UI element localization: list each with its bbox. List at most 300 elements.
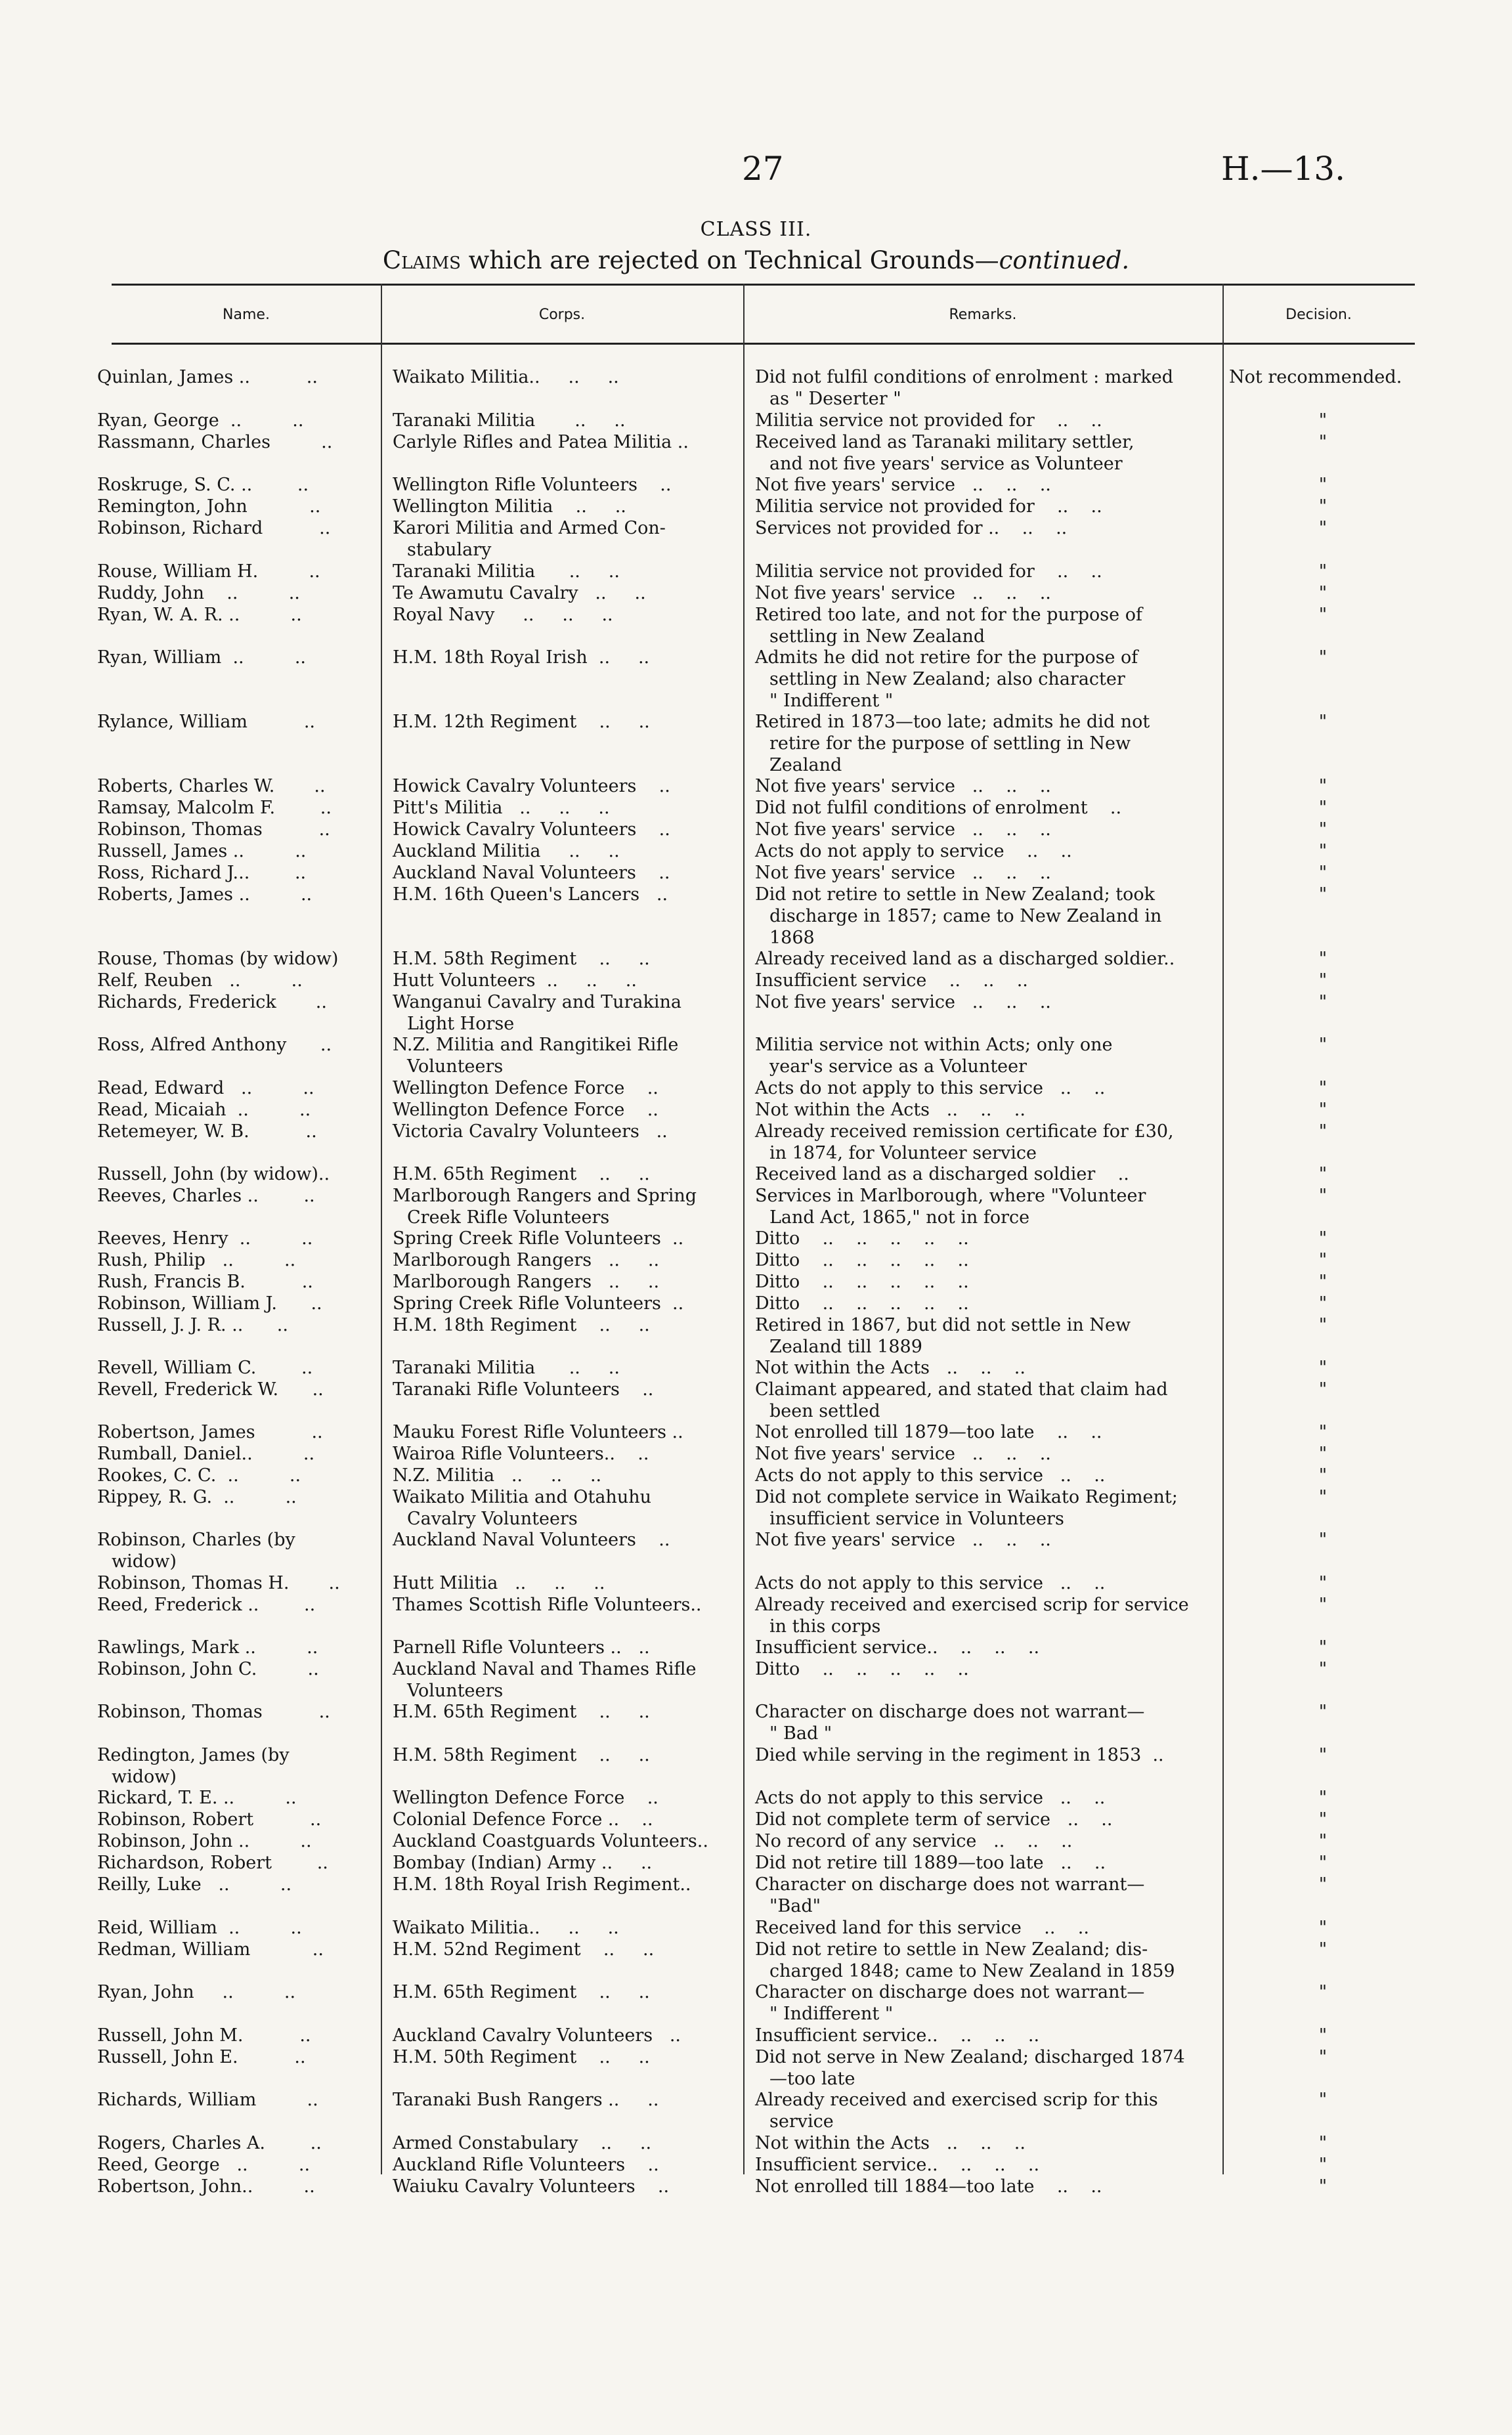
corps-cell-line: H.M. 65th Regiment .. .. [393, 1702, 650, 1722]
remarks-cell [755, 1658, 1215, 1680]
remarks-cell-line: Already received remission certificate for £30, [755, 1121, 1174, 1142]
remarks-cell-line: Insufficient service .. .. .. [755, 970, 1028, 991]
remarks-cell-line: Ditto .. .. .. .. .. [755, 1293, 969, 1314]
corps-cell [393, 1658, 737, 1702]
corps-cell-line: Taranaki Militia .. .. [393, 1358, 620, 1378]
remarks-cell-line: as " Deserter " [769, 389, 901, 409]
corps-cell-line: H.M. 65th Regiment .. .. [393, 1982, 650, 2002]
corps-cell [393, 2132, 737, 2154]
claimant-name-line: Russell, James .. .. [97, 841, 307, 861]
column-header-decision: Decision. [1285, 307, 1352, 323]
decision-cell: " [1318, 1573, 1328, 1593]
decision-cell: " [1318, 1250, 1328, 1270]
remarks-cell [755, 517, 1215, 539]
claimant-name [97, 1809, 361, 1830]
remarks-cell [755, 1939, 1215, 1982]
corps-cell-line: Hutt Militia .. .. .. [393, 1573, 605, 1593]
corps-cell [393, 431, 737, 453]
remarks-cell-line: Zealand till 1889 [769, 1337, 922, 1357]
claimant-name [97, 1357, 361, 1379]
remarks-cell-line: Retired too late, and not for the purpose of [755, 605, 1142, 625]
claimant-name-line: Rouse, William H. .. [97, 561, 320, 582]
claimant-name-line: Reeves, Henry .. .. [97, 1228, 313, 1249]
corps-cell-line: Waikato Militia and Otahuhu [393, 1487, 651, 1507]
remarks-cell-line: Already received and exercised scrip for this [755, 2090, 1158, 2110]
claimant-name-line: Redman, William .. [97, 1939, 324, 1960]
remarks-cell [755, 2154, 1215, 2176]
remarks-cell-line: settling in New Zealand [769, 626, 985, 647]
claimant-name [97, 2132, 361, 2154]
decision-cell: " [1318, 1487, 1328, 1507]
claimant-name-line: Ryan, John .. .. [97, 1982, 296, 2002]
remarks-cell-line: discharge in 1857; came to New Zealand in [769, 906, 1162, 926]
claimant-name [97, 991, 361, 1013]
decision-cell: " [1318, 1358, 1328, 1378]
corps-cell-line: Wanganui Cavalry and Turakina [393, 992, 681, 1012]
claimant-name [97, 948, 361, 970]
remarks-cell-line: year's service as a Volunteer [769, 1056, 1027, 1077]
remarks-cell-line: Did not retire to settle in New Zealand; dis- [755, 1939, 1148, 1960]
remarks-cell [755, 991, 1215, 1013]
decision-cell: " [1318, 1659, 1328, 1679]
remarks-cell [755, 1787, 1215, 1809]
claimant-name [97, 1293, 361, 1314]
claimant-name-line: Rippey, R. G. .. .. [97, 1487, 297, 1507]
remarks-cell-line: in this corps [769, 1616, 881, 1637]
corps-cell [393, 2089, 737, 2111]
claimant-name [97, 1637, 361, 1658]
claimant-name [97, 1701, 361, 1723]
corps-cell [393, 496, 737, 517]
decision-cell: " [1318, 712, 1328, 732]
document-reference: H.—13. [1221, 150, 1346, 188]
claimant-name-line: Robertson, James .. [97, 1422, 323, 1442]
corps-cell-line: Mauku Forest Rifle Volunteers .. [393, 1422, 683, 1442]
decision-cell: " [1318, 432, 1328, 452]
corps-cell-line: Waikato Militia.. .. .. [393, 367, 619, 387]
corps-cell [393, 1874, 737, 1895]
claimant-name-line: Richardson, Robert .. [97, 1853, 328, 1873]
claimant-name-line: Robinson, Richard .. [97, 518, 331, 538]
corps-cell-line: Taranaki Militia .. .. [393, 561, 620, 582]
decision-cell: " [1318, 1164, 1328, 1184]
remarks-cell-line: Militia service not within Acts; only one [755, 1035, 1113, 1055]
remarks-cell [755, 1594, 1215, 1637]
corps-cell-line: Spring Creek Rifle Volunteers .. [393, 1228, 684, 1249]
remarks-cell-line: service [769, 2111, 834, 2132]
claimant-name-line: Robinson, William J. .. [97, 1293, 322, 1314]
remarks-cell [755, 1443, 1215, 1465]
corps-cell [393, 1917, 737, 1939]
corps-cell-line: Armed Constabulary .. .. [393, 2133, 652, 2153]
corps-cell-line: H.M. 58th Regiment .. .. [393, 1745, 650, 1765]
claimant-name-line: Relf, Reuben .. .. [97, 970, 303, 991]
corps-cell [393, 797, 737, 819]
claimant-name [97, 431, 361, 453]
claimant-name-line: Richards, William .. [97, 2090, 318, 2110]
corps-cell [393, 1939, 737, 1960]
corps-cell-line: Wellington Defence Force .. [393, 1078, 659, 1098]
corps-cell [393, 2046, 737, 2068]
corps-cell-line: Spring Creek Rifle Volunteers .. [393, 1293, 684, 1314]
corps-cell-line: Pitt's Militia .. .. .. [393, 798, 610, 818]
remarks-cell-line: Did not fulfil conditions of enrolment .. [755, 798, 1122, 818]
corps-cell [393, 2176, 737, 2197]
corps-cell-line: Auckland Naval Volunteers .. [393, 1530, 670, 1550]
remarks-cell-line: Not enrolled till 1884—too late .. .. [755, 2176, 1102, 2197]
remarks-cell-line: in 1874, for Volunteer service [769, 1143, 1037, 1163]
column-divider-3 [1222, 284, 1224, 2174]
corps-cell [393, 884, 737, 905]
remarks-cell [755, 561, 1215, 582]
claimant-name [97, 1874, 361, 1895]
remarks-cell-line: Did not serve in New Zealand; discharged 1874 [755, 2047, 1185, 2067]
claimant-name-line: Revell, William C. .. [97, 1358, 313, 1378]
remarks-cell-line: 1868 [769, 928, 815, 948]
decision-cell: " [1318, 1078, 1328, 1098]
claimant-name [97, 1917, 361, 1939]
page-number: 27 [742, 150, 784, 188]
corps-cell-line: Auckland Militia .. .. [393, 841, 620, 861]
claimant-name [97, 1034, 361, 1056]
claimant-name [97, 840, 361, 862]
remarks-cell [755, 1077, 1215, 1099]
remarks-cell [755, 1917, 1215, 1939]
claimant-name-line: Remington, John .. [97, 496, 321, 517]
claimant-name [97, 1486, 361, 1508]
decision-cell: " [1318, 1422, 1328, 1442]
corps-cell-line: Parnell Rifle Volunteers .. .. [393, 1637, 650, 1658]
column-divider-2 [743, 284, 745, 2174]
remarks-cell-line: Zealand [769, 755, 842, 775]
decision-cell: " [1318, 1315, 1328, 1335]
remarks-cell [755, 1852, 1215, 1874]
claimant-name-line: Rush, Philip .. .. [97, 1250, 296, 1270]
remarks-cell [755, 819, 1215, 840]
corps-cell-line: H.M. 50th Regiment .. .. [393, 2047, 650, 2067]
decision-cell: " [1318, 410, 1328, 431]
remarks-cell-line: —too late [769, 2069, 855, 2089]
decision-cell: " [1318, 798, 1328, 818]
claimant-name-line: Rush, Francis B. .. [97, 1272, 313, 1292]
remarks-cell-line: been settled [769, 1401, 880, 1421]
remarks-cell [755, 1099, 1215, 1121]
remarks-cell [755, 582, 1215, 604]
corps-cell-line: Auckland Naval Volunteers .. [393, 863, 670, 883]
claimant-name-line: Ramsay, Malcolm F. .. [97, 798, 332, 818]
claimant-name-line: Robinson, Robert .. [97, 1809, 322, 1830]
claimant-name [97, 1077, 361, 1099]
remarks-cell [755, 862, 1215, 884]
remarks-cell [755, 2025, 1215, 2046]
claimant-name-line: Robertson, John.. .. [97, 2176, 315, 2197]
claimant-name-line: Roberts, James .. .. [97, 884, 313, 905]
remarks-cell-line: "Bad" [769, 1896, 821, 1916]
claimant-name [97, 1572, 361, 1594]
claimant-name-line: Quinlan, James .. .. [97, 367, 318, 387]
claimant-name [97, 1465, 361, 1486]
remarks-cell-line: Acts do not apply to this service .. .. [755, 1573, 1106, 1593]
claimant-name [97, 1099, 361, 1121]
remarks-cell [755, 840, 1215, 862]
corps-cell [393, 711, 737, 733]
corps-cell-line: Bombay (Indian) Army .. .. [393, 1853, 653, 1873]
corps-cell-line: Karori Militia and Armed Con- [393, 518, 666, 538]
corps-cell [393, 1486, 737, 1530]
claimant-name [97, 884, 361, 905]
remarks-cell [755, 604, 1215, 647]
corps-cell-line: Hutt Volunteers .. .. .. [393, 970, 637, 991]
corps-cell-line: Victoria Cavalry Volunteers .. [393, 1121, 668, 1142]
remarks-cell-line: Already received land as a discharged soldier.. [755, 949, 1175, 969]
claimant-name [97, 1314, 361, 1336]
claimant-name [97, 366, 361, 388]
corps-cell-line: Taranaki Militia .. .. [393, 410, 626, 431]
remarks-cell-line: Not enrolled till 1879—too late .. .. [755, 1422, 1102, 1442]
decision-cell: " [1318, 1788, 1328, 1808]
remarks-cell-line: Did not fulfil conditions of enrolment : marked [755, 367, 1174, 387]
remarks-cell-line: Ditto .. .. .. .. .. [755, 1228, 969, 1249]
corps-cell-line: Cavalry Volunteers [407, 1509, 578, 1529]
decision-cell: " [1318, 647, 1328, 668]
corps-cell [393, 1163, 737, 1185]
decision-cell: " [1318, 1530, 1328, 1550]
corps-cell [393, 366, 737, 388]
remarks-cell-line: Retired in 1867, but did not settle in New [755, 1315, 1131, 1335]
corps-cell [393, 1099, 737, 1121]
claimant-name-line: Reid, William .. .. [97, 1918, 302, 1938]
decision-cell: " [1318, 2155, 1328, 2175]
claimant-name-line: Rassmann, Charles .. [97, 432, 333, 452]
remarks-cell-line: Claimant appeared, and stated that claim had [755, 1379, 1168, 1400]
corps-cell [393, 1852, 737, 1874]
decision-cell: " [1318, 970, 1328, 991]
claimant-name [97, 1830, 361, 1852]
remarks-cell-line: Not five years' service .. .. .. [755, 1530, 1051, 1550]
remarks-cell-line: Did not retire to settle in New Zealand; took [755, 884, 1156, 905]
claimant-name-line: Rickard, T. E. .. .. [97, 1788, 297, 1808]
corps-cell-line: Marlborough Rangers .. .. [393, 1250, 660, 1270]
claimant-name [97, 496, 361, 517]
remarks-cell [755, 1572, 1215, 1594]
remarks-cell [755, 948, 1215, 970]
remarks-cell-line: No record of any service .. .. .. [755, 1831, 1073, 1851]
decision-cell: " [1318, 1186, 1328, 1206]
claimant-name [97, 2176, 361, 2197]
column-header-name: Name. [223, 307, 270, 323]
claimant-name [97, 647, 361, 668]
claimant-name [97, 582, 361, 604]
corps-cell [393, 1465, 737, 1486]
corps-cell [393, 1809, 737, 1830]
corps-cell-line: H.M. 65th Regiment .. .. [393, 1164, 650, 1184]
remarks-cell-line: Admits he did not retire for the purpose of [755, 647, 1138, 668]
corps-cell-line: Auckland Rifle Volunteers .. [393, 2155, 659, 2175]
corps-cell-line: Waiuku Cavalry Volunteers .. [393, 2176, 670, 2197]
decision-cell: " [1318, 1637, 1328, 1658]
claimant-name-line: Ruddy, John .. .. [97, 583, 300, 603]
corps-cell-line: Waikato Militia.. .. .. [393, 1918, 619, 1938]
claimant-name-line: Read, Micaiah .. .. [97, 1100, 311, 1120]
remarks-cell-line: Not within the Acts .. .. .. [755, 1358, 1026, 1378]
remarks-cell [755, 797, 1215, 819]
corps-cell [393, 1637, 737, 1658]
claimant-name [97, 1658, 361, 1680]
claimant-name [97, 1185, 361, 1207]
remarks-cell-line: Did not retire till 1889—too late .. .. [755, 1853, 1106, 1873]
corps-cell-line: H.M. 18th Regiment .. .. [393, 1315, 650, 1335]
remarks-cell [755, 2046, 1215, 2090]
decision-cell: " [1318, 1809, 1328, 1830]
claimant-name [97, 2025, 361, 2046]
corps-cell-line: Marlborough Rangers and Spring [393, 1186, 697, 1206]
decision-cell: " [1318, 992, 1328, 1012]
title-suffix: continued. [999, 246, 1130, 274]
decision-cell: " [1318, 1595, 1328, 1615]
claimant-name [97, 2154, 361, 2176]
remarks-cell-line: Not within the Acts .. .. .. [755, 1100, 1026, 1120]
remarks-cell [755, 366, 1215, 410]
claimant-name-line: Ryan, W. A. R. .. .. [97, 605, 302, 625]
decision-cell: " [1318, 1035, 1328, 1055]
corps-cell [393, 582, 737, 604]
corps-cell [393, 991, 737, 1035]
remarks-cell [755, 1421, 1215, 1443]
decision-cell: " [1318, 2133, 1328, 2153]
corps-cell-line: H.M. 12th Regiment .. .. [393, 712, 650, 732]
remarks-cell-line: charged 1848; came to New Zealand in 1859 [769, 1961, 1175, 1981]
decision-cell: " [1318, 1121, 1328, 1142]
corps-cell [393, 1034, 737, 1077]
remarks-cell [755, 1981, 1215, 2025]
remarks-cell-line: Not five years' service .. .. .. [755, 776, 1051, 796]
corps-cell [393, 1379, 737, 1400]
decision-cell: Not recommended. [1229, 367, 1402, 387]
remarks-cell [755, 1465, 1215, 1486]
claimant-name [97, 1529, 361, 1572]
remarks-cell-line: Militia service not provided for .. .. [755, 410, 1102, 431]
corps-cell-line: Thames Scottish Rifle Volunteers.. [393, 1595, 702, 1615]
claimant-name-line: Richards, Frederick .. [97, 992, 327, 1012]
remarks-cell [755, 431, 1215, 475]
remarks-cell-line: " Indifferent " [769, 2004, 894, 2024]
claimant-name-line: Robinson, Thomas H. .. [97, 1573, 340, 1593]
remarks-cell-line: Not five years' service .. .. .. [755, 1444, 1051, 1464]
remarks-cell [755, 1379, 1215, 1422]
claimant-name-line: Rumball, Daniel.. .. [97, 1444, 315, 1464]
decision-cell: " [1318, 1918, 1328, 1938]
remarks-cell-line: " Bad " [769, 1723, 832, 1744]
claimant-name-line: Ross, Alfred Anthony .. [97, 1035, 332, 1055]
claimant-name-line: Ryan, George .. .. [97, 410, 304, 431]
remarks-cell [755, 775, 1215, 797]
remarks-cell-line: Character on discharge does not warrant— [755, 1982, 1145, 2002]
corps-cell [393, 2154, 737, 2176]
remarks-cell-line: insufficient service in Volunteers [769, 1509, 1064, 1529]
remarks-cell [755, 1293, 1215, 1314]
corps-cell [393, 1443, 737, 1465]
corps-cell [393, 647, 737, 668]
remarks-cell-line: Received land for this service .. .. [755, 1918, 1089, 1938]
claimant-name [97, 1228, 361, 1249]
remarks-cell-line: Acts do not apply to service .. .. [755, 841, 1072, 861]
corps-cell [393, 561, 737, 582]
decision-cell: " [1318, 863, 1328, 883]
corps-cell-line: Auckland Cavalry Volunteers .. [393, 2025, 681, 2046]
decision-cell: " [1318, 1228, 1328, 1249]
claimant-name [97, 410, 361, 431]
decision-cell: " [1318, 1982, 1328, 2002]
remarks-cell-line: Militia service not provided for .. .. [755, 496, 1102, 517]
corps-cell-line: Volunteers [407, 1681, 504, 1701]
claimant-name [97, 1421, 361, 1443]
claimant-name [97, 474, 361, 496]
remarks-cell [755, 410, 1215, 431]
corps-cell [393, 1787, 737, 1809]
corps-cell [393, 1701, 737, 1723]
corps-cell-line: Colonial Defence Force .. .. [393, 1809, 653, 1830]
decision-cell: " [1318, 884, 1328, 905]
column-header-corps: Corps. [538, 307, 586, 323]
corps-cell-line: Te Awamutu Cavalry .. .. [393, 583, 646, 603]
claimant-name-line: Rouse, Thomas (by widow) [97, 949, 339, 969]
corps-cell-line: Volunteers [407, 1056, 504, 1077]
claimant-name [97, 1852, 361, 1874]
remarks-cell [755, 1637, 1215, 1658]
claimant-name [97, 1443, 361, 1465]
top-rule [112, 284, 1415, 286]
remarks-cell [755, 496, 1215, 517]
decision-cell: " [1318, 1702, 1328, 1722]
remarks-cell [755, 647, 1215, 712]
corps-cell-line: H.M. 18th Royal Irish .. .. [393, 647, 650, 668]
corps-cell-line: Howick Cavalry Volunteers .. [393, 776, 670, 796]
claimant-name-line: Rylance, William .. [97, 712, 316, 732]
claimant-name-line: Robinson, John .. .. [97, 1831, 312, 1851]
corps-cell-line: Wairoa Rifle Volunteers.. .. [393, 1444, 649, 1464]
claimant-name [97, 775, 361, 797]
claimant-name [97, 561, 361, 582]
corps-cell [393, 517, 737, 561]
claimant-name [97, 604, 361, 626]
corps-cell-line: Wellington Militia .. .. [393, 496, 626, 517]
corps-cell [393, 819, 737, 840]
corps-cell-line: H.M. 18th Royal Irish Regiment.. [393, 1874, 691, 1895]
remarks-cell [755, 1249, 1215, 1271]
corps-cell-line: N.Z. Militia and Rangitikei Rifle [393, 1035, 679, 1055]
corps-cell [393, 1293, 737, 1314]
claimant-name-line: Reed, George .. .. [97, 2155, 311, 2175]
title-main: which are rejected on Technical Grounds— [460, 246, 999, 274]
remarks-cell-line: Services in Marlborough, where "Volunteer [755, 1186, 1146, 1206]
corps-cell [393, 840, 737, 862]
corps-cell-line: stabulary [407, 540, 492, 560]
remarks-cell-line: Not five years' service .. .. .. [755, 992, 1051, 1012]
remarks-cell [755, 2132, 1215, 2154]
corps-cell-line: Creek Rifle Volunteers [407, 1207, 610, 1228]
remarks-cell-line: and not five years' service as Volunteer [769, 454, 1123, 474]
remarks-cell [755, 1271, 1215, 1293]
claimant-name [97, 862, 361, 884]
remarks-cell-line: retire for the purpose of settling in New [769, 733, 1131, 754]
claimant-name-line: Read, Edward .. .. [97, 1078, 314, 1098]
corps-cell-line: H.M. 52nd Regiment .. .. [393, 1939, 655, 1960]
claimant-name-line: widow) [112, 1767, 177, 1787]
corps-cell-line: Light Horse [407, 1014, 515, 1034]
corps-cell [393, 1981, 737, 2003]
corps-cell [393, 862, 737, 884]
claimant-name-line: Robinson, John C. .. [97, 1659, 319, 1679]
